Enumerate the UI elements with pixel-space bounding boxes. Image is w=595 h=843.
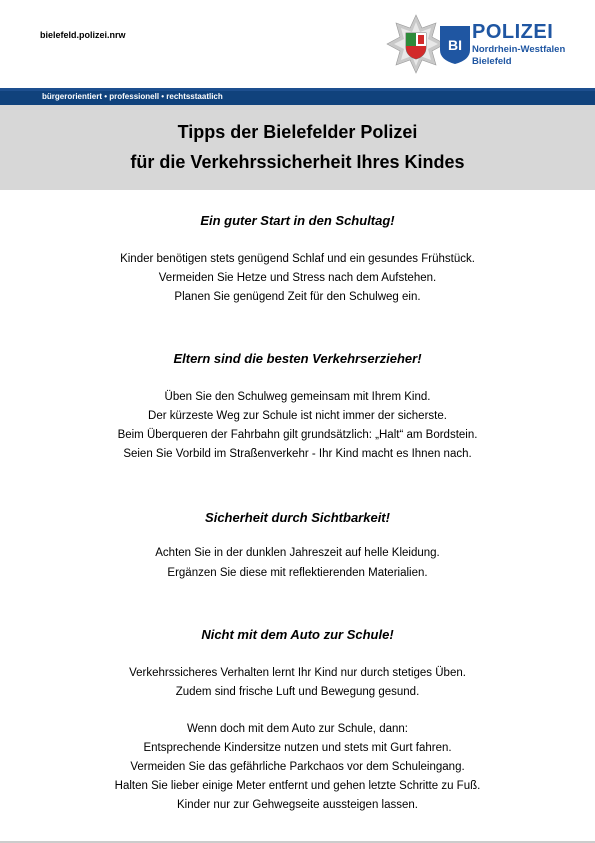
title-line-1: Tipps der Bielefelder Polizei bbox=[177, 122, 418, 142]
motto-text: bürgerorientiert • professionell • rechtsstaatlich bbox=[42, 92, 223, 101]
section-heading-3: Sicherheit durch Sichtbarkeit! bbox=[205, 510, 390, 525]
motto-stripe bbox=[0, 91, 595, 105]
section-heading-4: Nicht mit dem Auto zur Schule! bbox=[201, 627, 394, 642]
section-4-line-5: Vermeiden Sie das gefährliche Parkchaos vor dem Schuleingang. bbox=[130, 761, 465, 773]
polizei-logo bbox=[386, 14, 576, 74]
logo-state: Nordrhein-Westfalen bbox=[472, 44, 566, 55]
section-2-line-1: Üben Sie den Schulweg gemeinsam mit Ihrem Kind. bbox=[164, 391, 431, 403]
section-3-line-2: Ergänzen Sie diese mit reflektierenden Materialien. bbox=[167, 567, 428, 579]
section-1-line-3: Planen Sie genügend Zeit für den Schulweg ein. bbox=[174, 291, 421, 303]
logo-city: Bielefeld bbox=[472, 56, 512, 67]
section-1-line-1: Kinder benötigen stets genügend Schlaf und ein gesundes Frühstück. bbox=[120, 253, 475, 265]
section-2-line-4: Seien Sie Vorbild im Straßenverkehr - Ihr Kind macht es Ihnen nach. bbox=[123, 448, 472, 460]
section-4-line-7: Kinder nur zur Gehwegseite aussteigen lassen. bbox=[176, 799, 418, 811]
section-heading-1: Ein guter Start in den Schultag! bbox=[200, 213, 395, 228]
section-4-line-3: Wenn doch mit dem Auto zur Schule, dann: bbox=[187, 723, 408, 735]
section-3-line-1: Achten Sie in der dunklen Jahreszeit auf helle Kleidung. bbox=[155, 547, 440, 559]
police-star-icon bbox=[386, 14, 446, 74]
page-header bbox=[0, 0, 595, 88]
section-4-line-6: Halten Sie lieber einige Meter entfernt und gehen letzte Schritte zu Fuß. bbox=[114, 780, 481, 792]
title-line-2: für die Verkehrssicherheit Ihres Kindes bbox=[130, 152, 465, 172]
domain-text[interactable]: bielefeld.polizei.nrw bbox=[40, 30, 126, 40]
section-4-line-1: Verkehrssicheres Verhalten lernt Ihr Kind nur durch stetiges Üben. bbox=[129, 667, 466, 679]
section-1-line-2: Vermeiden Sie Hetze und Stress nach dem Aufstehen. bbox=[158, 272, 437, 284]
section-2-line-2: Der kürzeste Weg zur Schule ist nicht immer der sicherste. bbox=[148, 410, 447, 422]
badge-bi-icon bbox=[440, 26, 470, 64]
logo-title: POLIZEI bbox=[472, 21, 554, 43]
logo-text bbox=[472, 22, 565, 67]
badge-text: BI bbox=[448, 37, 462, 53]
title-banner bbox=[0, 105, 595, 190]
section-2-line-3: Beim Überqueren der Fahrbahn gilt grundsätzlich: „Halt“ am Bordstein. bbox=[117, 429, 478, 441]
section-heading-2: Eltern sind die besten Verkehrserzieher! bbox=[173, 351, 422, 366]
section-4-line-2: Zudem sind frische Luft und Bewegung gesund. bbox=[175, 686, 420, 698]
section-4-line-4: Entsprechende Kindersitze nutzen und stets mit Gurt fahren. bbox=[143, 742, 452, 754]
